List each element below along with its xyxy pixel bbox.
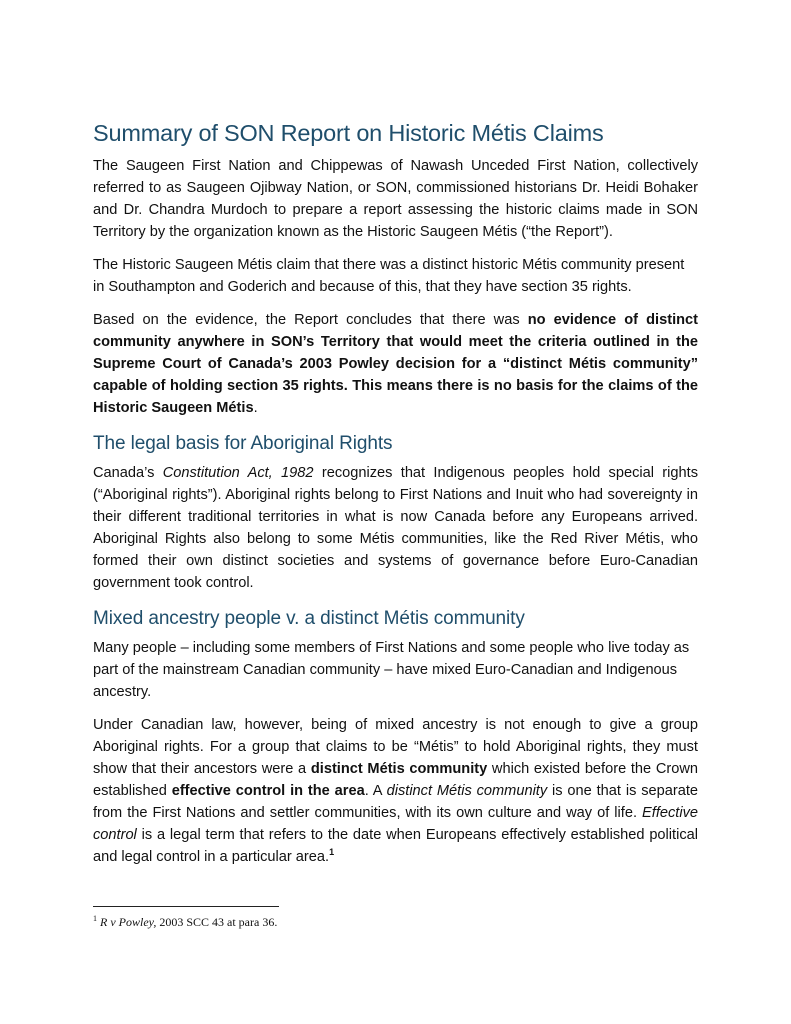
law-text-i: is a legal term that refers to the date when Europeans effectively established political and legal control in a particular area. [93,827,698,865]
footnote-citation: 2003 SCC 43 at para 36. [156,915,278,929]
law-bold-distinct: distinct Métis community [310,761,488,777]
footnote [93,914,277,930]
law-text-a: Under Canadian law, however, being of mixed ancestry is not enough to give a group Aboriginal rights. For a group that claims to be “Métis” to hold Aboriginal rights, they must show that their ancestors were a [93,717,698,777]
legal-tail: recognizes that Indigenous peoples hold special rights (“Aboriginal rights”). Aboriginal rights belong to First Nations and Inuit who had sovereignty in their different traditional territories in what is now Canada before any Europeans arrived. Aboriginal Rights also belong to some Métis communities, like the Red River Métis, who formed their own distinct societies and systems of governance before Euro-Canadian government took control. [93,465,698,591]
footnote-case-name: R v Powley, [100,915,157,929]
conclusion-bold: no evidence of distinct community anywhere in SON’s Territory that would meet the criteria outlined in the Supreme Court of Canada’s 2003 Powley decision for a “distinct Métis community” capable of holding section 35 rights. This means there is no basis for the claims of the Historic Saugeen Métis [93,312,699,416]
law-bold-effective: effective control in the area [171,783,365,799]
footnote-divider [93,906,279,907]
mixed-ancestry-paragraph: Many people – including some members of First Nations and some people who live today as part of the mainstream Canadian community – have mixed Euro-Canadian and Indigenous ancestry. [93,640,690,700]
section-heading-mixed-ancestry: Mixed ancestry people v. a distinct Métis community [93,608,525,629]
footnote-number: 1 [93,914,97,923]
law-italic-effective: Effective control [93,805,698,843]
conclusion-lead: Based on the evidence, the Report concludes that there was [93,312,528,328]
law-text-g: is one that is separate from the First Nations and settler communities, with its own culture and way of life. [93,783,699,821]
canadian-law-paragraph [93,714,698,868]
conclusion-paragraph [93,309,698,419]
law-italic-distinct: distinct Métis community [386,783,548,799]
claim-paragraph: The Historic Saugeen Métis claim that there was a distinct historic Métis community present in Southampton and Goderich and because of this, that they have section 35 rights. [93,257,685,295]
page-title: Summary of SON Report on Historic Métis Claims [93,120,604,146]
section-heading-legal-basis: The legal basis for Aboriginal Rights [93,433,393,454]
constitution-act-title: Constitution Act, 1982 [162,465,314,481]
document-body [93,117,698,879]
conclusion-tail: . [253,400,258,416]
intro-paragraph: The Saugeen First Nation and Chippewas of Nawash Unceded First Nation, collectively referred to as Saugeen Ojibway Nation, or SON, commissioned historians Dr. Heidi Bohaker and Dr. Chandra Murdoch to prepare a report assessing the historic claims made in SON Territory by the organization known as the Historic Saugeen Métis (“the Report”). [93,158,698,240]
footnote-reference[interactable]: 1 [329,847,335,858]
legal-basis-paragraph [93,462,698,594]
law-text-c: which existed before the Crown established [93,761,698,799]
legal-lead: Canada’s [93,465,163,481]
law-text-e: . A [364,783,387,799]
